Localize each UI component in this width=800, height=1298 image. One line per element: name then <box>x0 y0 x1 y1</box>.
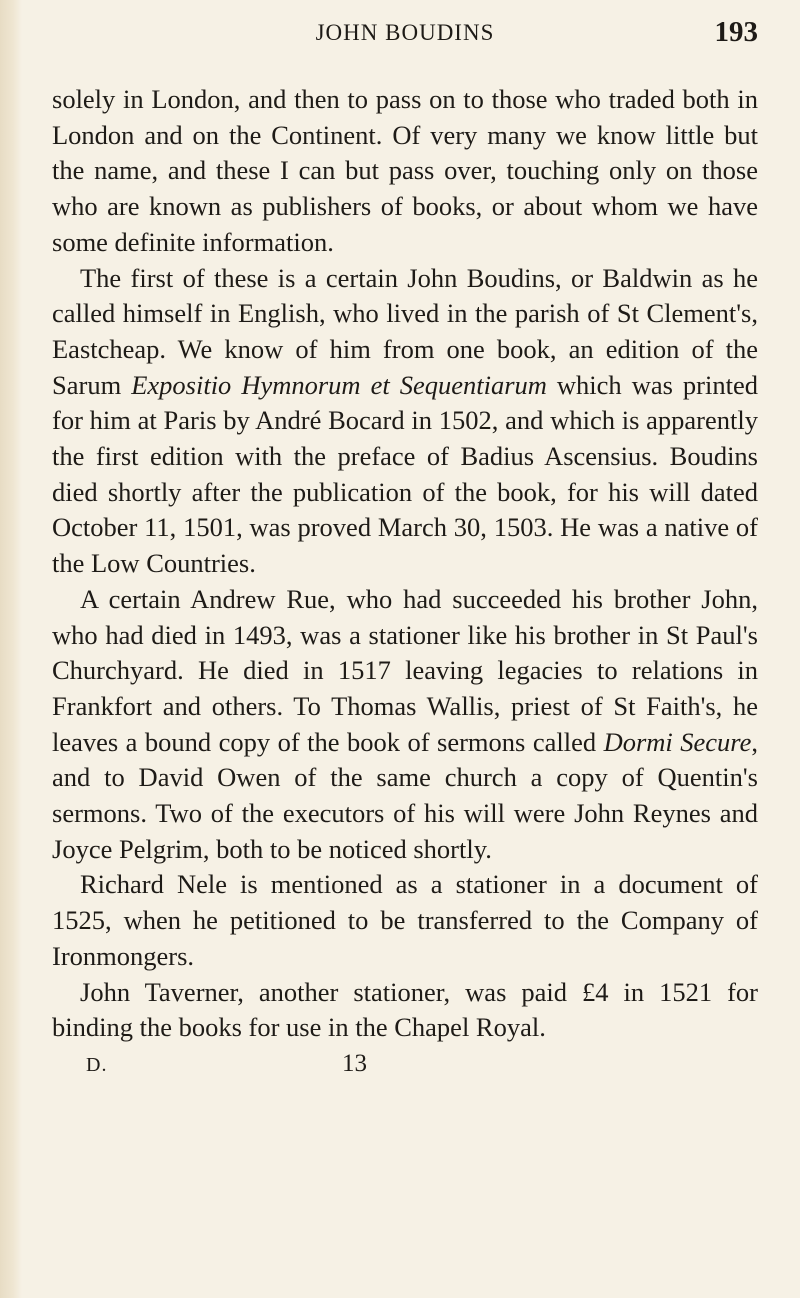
page-number: 193 <box>714 16 758 48</box>
text-run: John Taverner, another stationer, was paid £4 in 1521 for binding the books for use in the Chapel Royal. <box>52 976 758 1043</box>
book-page <box>52 16 758 1286</box>
page-header <box>52 16 758 60</box>
text-run: , and to David Owen of the same church a copy of Quentin's sermons. Two of the executors of his will were John Reynes and Joyce Pelgrim, both to be noticed shortly. <box>52 726 758 864</box>
italic-title: Expositio Hymnorum et Sequentiarum <box>131 369 547 400</box>
signature-mark: D. <box>86 1053 108 1076</box>
page-footer <box>52 1050 758 1086</box>
paragraph <box>52 867 758 974</box>
running-head: JOHN BOUDINS <box>315 20 495 45</box>
text-run: solely in London, and then to pass on to those who traded both in London and on the Continent. Of very many we know little but the name, and these I can but pass over, touching only on those who are known as publishers of books, or about whom we have some definite information. <box>52 84 758 257</box>
paragraph <box>52 582 758 868</box>
paragraph <box>52 975 758 1046</box>
text-run: Richard Nele is mentioned as a stationer in a document of 1525, when he petitioned to be transferred to the Company of Ironmongers. <box>52 869 758 971</box>
text-run: The first of these is a certain John Boudins, or Baldwin as he called himself in English, who lived in the parish of St Clement's, Eastcheap. We know of him from one book, an edition of the Sarum <box>52 262 758 400</box>
paragraph <box>52 82 758 261</box>
text-run: A certain Andrew Rue, who had succeeded his brother John, who had died in 1493, was a stationer like his brother in St Paul's Churchyard. He died in 1517 leaving legacies to relations in Frankfort and others. To Thomas Wallis, priest of St Faith's, he leaves a bound copy of the book of sermons called <box>52 583 758 757</box>
body-text <box>52 82 758 1046</box>
italic-title: Dormi Secure <box>603 726 752 757</box>
page-gutter-shadow <box>0 0 22 1298</box>
paragraph <box>52 261 758 582</box>
text-run: which was printed for him at Paris by André Bocard in 1502, and which is apparently the first edition with the preface of Badius Ascensius. Boudins died shortly after the publication of the book, for his will dated October 11, 1501, was proved March 30, 1503. He was a native of the Low Countries. <box>52 369 758 579</box>
sheet-number: 13 <box>342 1049 367 1077</box>
